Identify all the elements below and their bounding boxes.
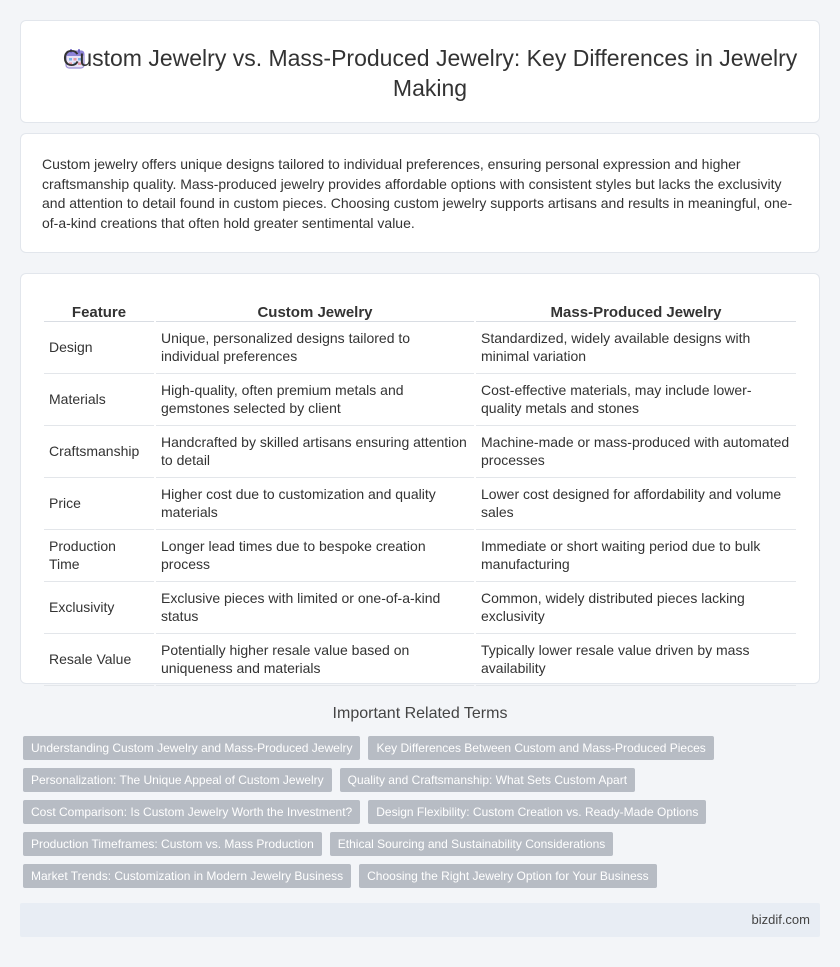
related-term-tag[interactable]: Production Timeframes: Custom vs. Mass Production [23,832,322,856]
mass-produced-cell: Lower cost designed for affordability and volume sales [476,478,796,530]
feature-cell: Production Time [44,530,154,582]
feature-cell: Craftsmanship [44,426,154,478]
custom-cell: Handcrafted by skilled artisans ensuring attention to detail [156,426,474,478]
comparison-table-card [20,273,820,684]
related-term-tag[interactable]: Ethical Sourcing and Sustainability Considerations [330,832,614,856]
feature-cell: Price [44,478,154,530]
related-term-tag[interactable]: Key Differences Between Custom and Mass-Produced Pieces [368,736,713,760]
column-header-custom: Custom Jewelry [156,296,474,322]
intro-paragraph: Custom jewelry offers unique designs tailored to individual preferences, ensuring personal expression and higher craftsmanship quality. Mass-produced jewelry provides affordable options with consistent styles but lacks the exclusivity and attention to detail found in custom pieces. Choosing custom jewelry supports artisans and results in meaningful, one-of-a-kind creations that often hold greater sentimental value. [42,156,793,231]
custom-cell: Higher cost due to customization and quality materials [156,478,474,530]
table-row [44,478,796,530]
header-card [20,20,820,123]
mass-produced-cell: Machine-made or mass-produced with automated processes [476,426,796,478]
feature-cell: Design [44,322,154,374]
mass-produced-cell: Cost-effective materials, may include lower-quality metals and stones [476,374,796,426]
table-row [44,582,796,634]
related-term-tag[interactable]: Design Flexibility: Custom Creation vs. Ready-Made Options [368,800,706,824]
comparison-table [42,296,798,686]
footer [20,903,820,937]
related-term-tag[interactable]: Cost Comparison: Is Custom Jewelry Worth the Investment? [23,800,360,824]
related-term-tag[interactable]: Personalization: The Unique Appeal of Custom Jewelry [23,768,332,792]
custom-cell: Unique, personalized designs tailored to individual preferences [156,322,474,374]
feature-cell: Exclusivity [44,582,154,634]
table-row [44,530,796,582]
mass-produced-cell: Common, widely distributed pieces lacking exclusivity [476,582,796,634]
mass-produced-cell: Standardized, widely available designs with minimal variation [476,322,796,374]
custom-cell: High-quality, often premium metals and gemstones selected by client [156,374,474,426]
table-row [44,374,796,426]
table-row [44,322,796,374]
page-title: Custom Jewelry vs. Mass-Produced Jewelry: Key Differences in Jewelry Making [62,45,798,101]
related-terms-heading: Important Related Terms [332,705,508,722]
related-term-tag[interactable]: Market Trends: Customization in Modern Jewelry Business [23,864,351,888]
feature-cell: Materials [44,374,154,426]
mass-produced-cell: Immediate or short waiting period due to bulk manufacturing [476,530,796,582]
feature-cell: Resale Value [44,634,154,686]
custom-cell: Potentially higher resale value based on uniqueness and materials [156,634,474,686]
related-term-tag[interactable]: Quality and Craftsmanship: What Sets Custom Apart [340,768,635,792]
custom-cell: Longer lead times due to bespoke creation process [156,530,474,582]
column-header-mass-produced: Mass-Produced Jewelry [476,296,796,322]
footer-site-link[interactable]: bizdif.com [751,912,810,927]
table-row [44,634,796,686]
related-terms-list [23,736,823,896]
table-row [44,426,796,478]
mass-produced-cell: Typically lower resale value driven by mass availability [476,634,796,686]
column-header-feature: Feature [44,296,154,322]
related-term-tag[interactable]: Choosing the Right Jewelry Option for Your Business [359,864,657,888]
custom-cell: Exclusive pieces with limited or one-of-a-kind status [156,582,474,634]
intro-card [20,133,820,253]
related-term-tag[interactable]: Understanding Custom Jewelry and Mass-Produced Jewelry [23,736,360,760]
table-header-row [44,296,796,322]
